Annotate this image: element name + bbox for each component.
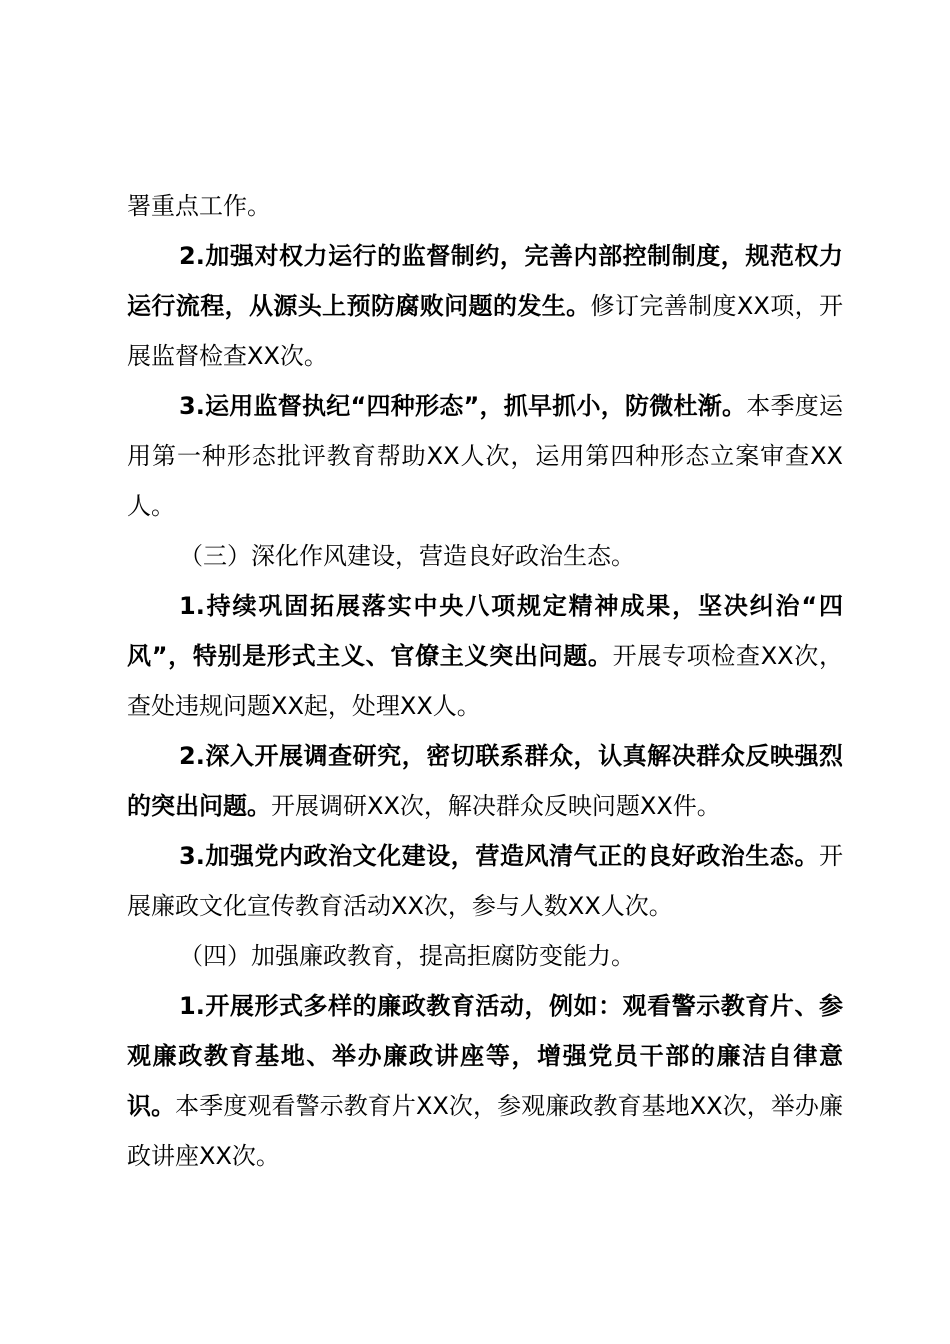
document-body [127, 181, 843, 1181]
paragraph-heading: 1.持续巩固拓展落实中央八项规定精神成果，坚决纠治“四风”，特别是形式主义、官僚主义突出问题。 [127, 592, 843, 670]
paragraph-heading: 2.深入开展调查研究，密切联系群众，认真解决群众反映强烈的突出问题。 [127, 742, 843, 820]
paragraph-text: 开展廉政文化宣传教育活动XX次，参与人数XX人次。 [127, 842, 843, 920]
paragraph-research [127, 731, 843, 831]
section-heading-three [127, 531, 843, 581]
paragraph-heading: 1.开展形式多样的廉政教育活动，例如：观看警示教育片、参观廉政教育基地、举办廉政讲座等，增强党员干部的廉洁自律意识。 [127, 992, 843, 1120]
paragraph-continuation [127, 181, 843, 231]
paragraph-text: 修订完善制度XX项，开展监督检查XX次。 [127, 292, 843, 370]
paragraph-text: 本季度运用第一种形态批评教育帮助XX人次，运用第四种形态立案审查XX人。 [127, 392, 844, 520]
paragraph-text: 开展专项检查XX次，查处违规问题XX起，处理XX人。 [127, 642, 843, 720]
paragraph-four-forms [127, 381, 843, 531]
section-heading-four [127, 931, 843, 981]
paragraph-power-supervision [127, 231, 843, 381]
paragraph-heading: 2.加强对权力运行的监督制约，完善内部控制制度，规范权力运行流程，从源头上预防腐败问题的发生。 [127, 242, 843, 320]
paragraph-text: 本季度观看警示教育片XX次，参观廉政教育基地XX次，举办廉政讲座XX次。 [127, 1092, 844, 1170]
paragraph-political-culture [127, 831, 843, 931]
paragraph-integrity-education [127, 981, 843, 1181]
paragraph-heading: 3.运用监督执纪“四种形态”，抓早抓小，防微杜渐。 [179, 392, 747, 420]
section-heading-text: （四）加强廉政教育，提高拒腐防变能力。 [179, 942, 635, 970]
paragraph-text: 署重点工作。 [127, 192, 271, 220]
paragraph-heading: 3.加强党内政治文化建设，营造风清气正的良好政治生态。 [179, 842, 819, 870]
paragraph-eight-rules [127, 581, 843, 731]
paragraph-text: 开展调研XX次，解决群众反映问题XX件。 [271, 792, 721, 820]
section-heading-text: （三）深化作风建设，营造良好政治生态。 [179, 542, 635, 570]
